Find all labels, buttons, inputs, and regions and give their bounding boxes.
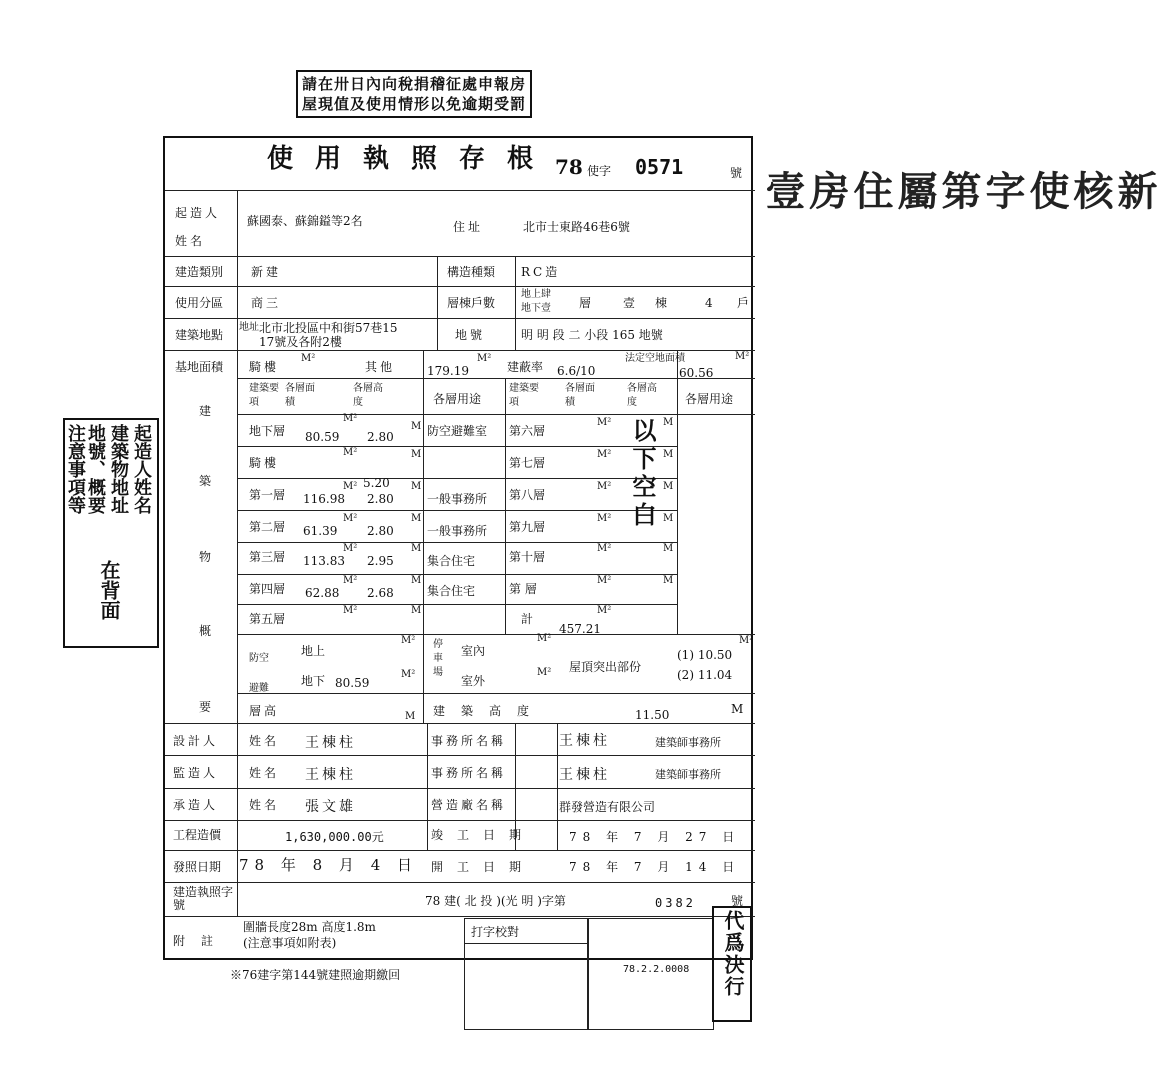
building-height-unit: M: [731, 702, 744, 716]
base-area-label: 基地面積: [175, 360, 224, 374]
permit-form: [163, 136, 753, 960]
m2-unit-f3: M²: [343, 543, 358, 554]
start-value: 78 年 7 月 14 日: [569, 860, 741, 874]
m2-unit-f10: M²: [597, 543, 612, 554]
m-unit-f10: M: [663, 543, 674, 554]
floor-8-label: 第八層: [509, 488, 546, 502]
m-unit-b1: M: [411, 421, 422, 432]
floor-2-label: 第二層: [249, 520, 286, 534]
floors-units-label: 層棟戶數: [447, 296, 496, 310]
units-suffix: 戶: [737, 296, 750, 310]
total-label: 計: [521, 612, 534, 626]
floor-4-area: 62.88: [305, 586, 340, 600]
lot-value: 明 明 段 二 小段 165 地號: [521, 328, 663, 342]
m-unit-f1: M: [411, 481, 422, 492]
m-unit-f7: M: [663, 449, 674, 460]
cost-label: 工程造價: [173, 828, 222, 842]
coverage-label: 建蔽率: [507, 360, 544, 374]
floor-b1-use: 防空避難室: [427, 424, 488, 438]
total-value: 457.21: [559, 622, 601, 636]
floor-1-label: 第一層: [249, 488, 286, 502]
parking-label: 停車場: [433, 639, 443, 678]
structure-type-label: 構造種類: [447, 265, 496, 279]
left-note-extra: 在背面: [97, 560, 121, 620]
building-type-label: 建造類別: [175, 265, 224, 279]
floor-3-label: 第三層: [249, 550, 286, 564]
designer-office: 王棟柱: [559, 733, 610, 749]
permit-no: 0571: [635, 155, 684, 179]
floor-6-label: 第六層: [509, 424, 546, 438]
parking-indoor-m2: M²: [537, 633, 552, 644]
address-value: 北市士東路46巷6號: [523, 220, 630, 234]
floor-3-area: 113.83: [303, 554, 345, 568]
contractor-name-label: 姓名: [249, 798, 280, 812]
floor-4-height: 2.68: [367, 586, 394, 600]
building-height-value: 11.50: [635, 708, 670, 722]
m2-unit-arcade: M²: [343, 447, 358, 458]
builder-value: 蘇國泰、蘇錦鎰等2名: [247, 214, 363, 228]
approval-date: 78.2.2.0008: [623, 964, 690, 975]
floors-below: 地下壹: [521, 303, 551, 314]
shelter-above-m2: M²: [401, 635, 416, 646]
roof-m2: M²: [739, 635, 754, 646]
designer-label: 設計人: [173, 734, 219, 748]
permit-ref-label: 建造執照字號: [173, 885, 234, 912]
shelter-label: 防空避難: [249, 653, 269, 694]
floor-height-label: 層高: [249, 704, 280, 718]
floor-4-use: 集合住宅: [427, 584, 476, 598]
col-area: 各層面積: [285, 383, 315, 408]
permit-ref-suffix: 號: [731, 894, 744, 908]
zoning-label: 使用分區: [175, 296, 224, 310]
permit-year: 78: [555, 155, 583, 179]
other-value: 179.19: [427, 364, 469, 378]
m-unit-f8: M: [663, 481, 674, 492]
supervisor-label: 監造人: [173, 766, 219, 780]
side-label-5: 要: [199, 700, 212, 714]
building-count: 壹: [623, 296, 636, 310]
m2-unit-f6: M²: [597, 417, 612, 428]
issue-label: 發照日期: [173, 860, 222, 874]
arcade-label: 騎樓: [249, 360, 280, 374]
m2-unit-f2: M²: [343, 513, 358, 524]
structure-type-value: RC造: [521, 265, 561, 279]
supervisor-office-label: 事務所名稱: [431, 766, 507, 780]
floor-b1-height: 2.80: [367, 430, 394, 444]
designer-name-label: 姓名: [249, 734, 280, 748]
designer-name: 王棟柱: [305, 735, 356, 751]
m-unit-f3: M: [411, 543, 422, 554]
floor-arcade-label: 騎樓: [249, 456, 280, 470]
legal-m2: M²: [735, 351, 750, 362]
col-height-right: 各層高度: [627, 383, 657, 408]
floor-1-use: 一般事務所: [427, 492, 488, 506]
tax-notice-line2: 屋現值及使用情形以免逾期受罰: [302, 95, 527, 113]
site-address2: 17號及各附2樓: [259, 335, 342, 349]
floors-layer: 層: [579, 296, 592, 310]
col-item: 建築要項: [249, 383, 279, 408]
shelter-below-m2: M²: [401, 669, 416, 680]
building-type-value: 新建: [251, 265, 282, 279]
other-label: 其他: [365, 360, 396, 374]
form-title: 使用執照存根: [267, 144, 556, 174]
m2-unit-f7: M²: [597, 449, 612, 460]
floor-2-use: 一般事務所: [427, 524, 488, 538]
m2-unit-f9: M²: [597, 513, 612, 524]
signature-box: [588, 918, 714, 1030]
legal-value: 60.56: [679, 366, 714, 380]
parking-indoor: 室內: [461, 644, 486, 658]
m-unit-arcade: M: [411, 449, 422, 460]
floor-2-area: 61.39: [303, 524, 338, 538]
footnote: ※76建字第144號建照逾期繳回: [230, 968, 401, 982]
building-height-label: 建築高度: [433, 704, 546, 718]
completion-label: 竣工日期: [431, 828, 536, 842]
roof-2: (2) 11.04: [677, 668, 733, 682]
contractor-label: 承造人: [173, 798, 219, 812]
col-use-right: 各層用途: [685, 392, 734, 406]
floor-2-height: 2.80: [367, 524, 394, 538]
tax-notice-line1: 請在卅日內向稅捐稽征處申報房: [302, 75, 527, 93]
left-note-col1: 起造人姓名: [131, 424, 152, 514]
m2-unit-b1: M²: [343, 413, 358, 424]
site-label1: 建築地點: [175, 328, 224, 342]
m2-unit-fn: M²: [597, 575, 612, 586]
floor-arcade-height: 5.20: [363, 476, 390, 490]
col-height: 各層高度: [353, 383, 383, 408]
approval-box: [464, 918, 588, 1030]
permit-ref-value: 78 建( 北 投 )(光 明 )字第: [425, 894, 566, 908]
contractor-name: 張文雄: [305, 799, 356, 815]
address-label: 住址: [453, 220, 484, 234]
shelter-below-value: 80.59: [335, 676, 370, 690]
zoning-value: 商三: [251, 296, 282, 310]
roof-label: 屋頂突出部份: [569, 660, 642, 674]
m2-unit-f1: M²: [343, 481, 358, 492]
floor-7-label: 第七層: [509, 456, 546, 470]
shelter-below: 地下: [301, 674, 326, 688]
designer-office-label: 事務所名稱: [431, 734, 507, 748]
arcade-m2: M²: [301, 353, 316, 364]
supervisor-office-suffix: 建築師事務所: [655, 768, 721, 781]
site-label2: 地址: [239, 322, 259, 333]
completion-value: 78 年 7 月 27 日: [569, 830, 741, 844]
m-unit-f6: M: [663, 417, 674, 428]
col-area-right: 各層面積: [565, 383, 595, 408]
site-address: 北市北投區中和街57巷15: [259, 321, 398, 335]
floors-above: 地上肆: [521, 289, 551, 300]
floor-n-label: 第 層: [509, 582, 537, 596]
floor-3-use: 集合住宅: [427, 554, 476, 568]
builder-label1: 起造人: [175, 206, 221, 220]
units-count: 4: [705, 296, 713, 310]
tax-notice-stamp: [296, 70, 532, 118]
supervisor-name-label: 姓名: [249, 766, 280, 780]
blank-stamp: 以下空白: [628, 418, 657, 530]
issue-value: 78 年 8 月 4 日: [239, 856, 419, 874]
floor-10-label: 第十層: [509, 550, 546, 564]
permit-suffix: 號: [730, 166, 743, 180]
m-unit-f5: M: [411, 605, 422, 616]
roof-1: (1) 10.50: [677, 648, 733, 662]
floor-1-height: 2.80: [367, 492, 394, 506]
designer-office-suffix: 建築師事務所: [655, 736, 721, 749]
left-note-col2: 建築物地址: [108, 424, 129, 514]
floor-5-label: 第五層: [249, 612, 286, 626]
shelter-above: 地上: [301, 644, 326, 658]
side-label-1: 建: [199, 404, 212, 418]
other-m2: M²: [477, 353, 492, 364]
left-note-box: [63, 418, 159, 648]
building-unit: 棟: [655, 296, 668, 310]
m2-unit-total: M²: [597, 605, 612, 616]
builder-label2: 姓名: [175, 234, 206, 248]
remarks-line2: (注意事項如附表): [243, 936, 337, 950]
side-label-3: 物: [199, 550, 212, 564]
m2-unit-f5: M²: [343, 605, 358, 616]
m-unit-f2: M: [411, 513, 422, 524]
permit-ref-number: 0382: [655, 896, 696, 910]
supervisor-name: 王棟柱: [305, 767, 356, 783]
remarks-label: 附註: [173, 934, 230, 948]
permit-type: 使字: [587, 164, 612, 178]
remarks-line1: 圍牆長度28m 高度1.8m: [243, 920, 376, 934]
m-unit-f4: M: [411, 575, 422, 586]
floor-4-label: 第四層: [249, 582, 286, 596]
left-note-col3: 地號、概要: [85, 424, 106, 514]
cost-value: 1,630,000.00元: [285, 830, 384, 844]
floor-b1-area: 80.59: [305, 430, 340, 444]
supervisor-office: 王棟柱: [559, 767, 610, 783]
m-unit-fn: M: [663, 575, 674, 586]
start-label: 開工日期: [431, 860, 536, 874]
floor-1-area: 116.98: [303, 492, 345, 506]
left-note-col4: 注意事項等: [65, 424, 86, 514]
m2-unit-f8: M²: [597, 481, 612, 492]
legal-label: 法定空地面積: [625, 353, 685, 364]
side-label-4: 概: [199, 624, 212, 638]
floor-height-m: M: [405, 711, 416, 722]
floor-3-height: 2.95: [367, 554, 394, 568]
m-unit-f9: M: [663, 513, 674, 524]
col-use: 各層用途: [433, 392, 482, 406]
proofread-label: 打字校對: [471, 925, 520, 939]
floor-b1-label: 地下層: [249, 424, 286, 438]
parking-outdoor: 室外: [461, 674, 486, 688]
side-label-2: 築: [199, 474, 212, 488]
contractor-company-label: 營造廠名稱: [431, 798, 507, 812]
contractor-company: 群發營造有限公司: [559, 800, 656, 814]
m2-unit-f4: M²: [343, 575, 358, 586]
right-margin-text: 新 核 使 字 第 屬 住 房 壹: [759, 170, 1158, 226]
lot-label: 地號: [455, 328, 486, 342]
coverage-value: 6.6/10: [557, 364, 596, 378]
floor-9-label: 第九層: [509, 520, 546, 534]
col-item-right: 建築要項: [509, 383, 539, 408]
parking-outdoor-m2: M²: [537, 667, 552, 678]
decision-stamp: 代爲決行: [712, 906, 752, 1022]
